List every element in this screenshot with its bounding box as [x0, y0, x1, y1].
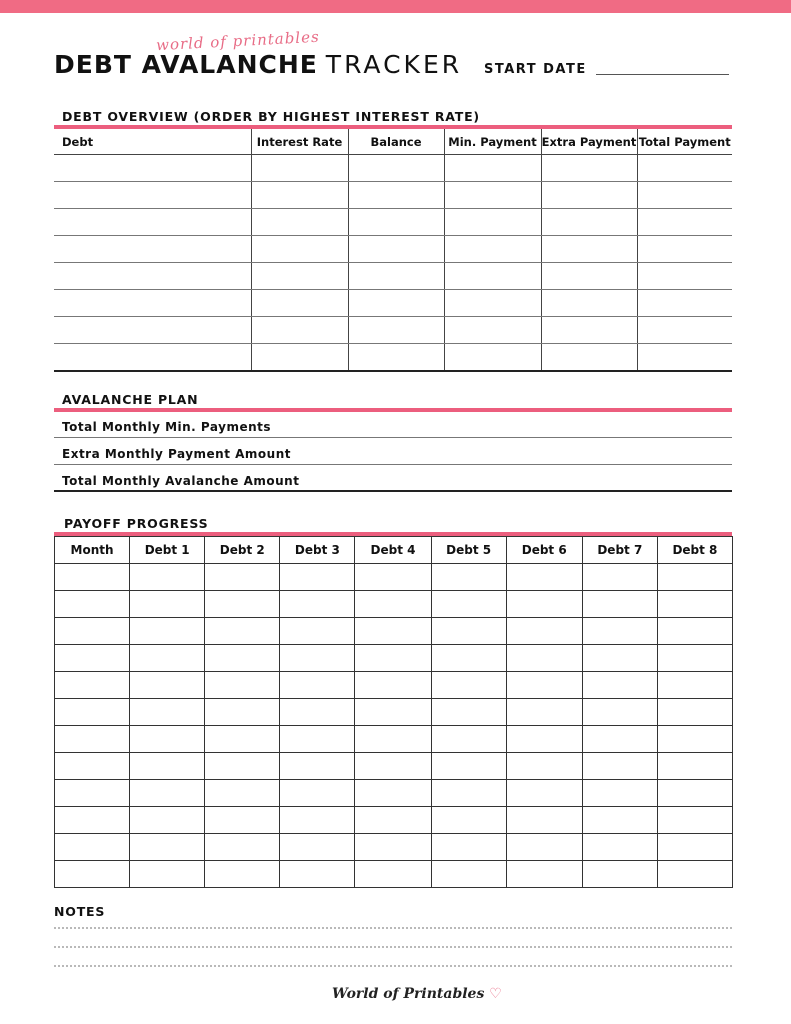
- overview-col-header: Min. Payment: [444, 129, 541, 155]
- payoff-cell[interactable]: [582, 861, 657, 888]
- payoff-cell[interactable]: [280, 726, 355, 753]
- payoff-cell[interactable]: [280, 591, 355, 618]
- overview-cell[interactable]: [348, 182, 444, 209]
- payoff-cell[interactable]: [657, 645, 732, 672]
- payoff-cell[interactable]: [205, 699, 280, 726]
- payoff-row: [55, 699, 733, 726]
- payoff-row: [55, 645, 733, 672]
- payoff-cell[interactable]: [280, 861, 355, 888]
- overview-cell[interactable]: [444, 209, 541, 236]
- overview-cell[interactable]: [251, 344, 348, 372]
- payoff-cell[interactable]: [355, 672, 431, 699]
- overview-cell[interactable]: [348, 263, 444, 290]
- payoff-cell[interactable]: [355, 807, 431, 834]
- payoff-cell[interactable]: [506, 564, 582, 591]
- start-date-label: START DATE: [484, 62, 587, 77]
- payoff-row: [55, 861, 733, 888]
- payoff-cell[interactable]: [355, 564, 431, 591]
- plan-title: AVALANCHE PLAN: [62, 392, 199, 407]
- overview-cell[interactable]: [637, 209, 732, 236]
- notes-title: NOTES: [54, 904, 106, 919]
- payoff-cell[interactable]: [55, 807, 130, 834]
- payoff-cell[interactable]: [506, 807, 582, 834]
- payoff-cell[interactable]: [431, 726, 506, 753]
- overview-cell[interactable]: [54, 344, 251, 372]
- overview-cell[interactable]: [444, 290, 541, 317]
- overview-cell[interactable]: [348, 344, 444, 372]
- payoff-cell[interactable]: [582, 807, 657, 834]
- plan-row-extra-payment[interactable]: Extra Monthly Payment Amount: [54, 439, 732, 465]
- payoff-cell[interactable]: [355, 618, 431, 645]
- overview-cell[interactable]: [251, 290, 348, 317]
- payoff-cell[interactable]: [657, 807, 732, 834]
- payoff-cell[interactable]: [205, 726, 280, 753]
- overview-cell[interactable]: [348, 209, 444, 236]
- overview-cell[interactable]: [251, 263, 348, 290]
- payoff-cell[interactable]: [506, 861, 582, 888]
- overview-title: DEBT OVERVIEW (ORDER BY HIGHEST INTEREST RATE): [62, 109, 480, 124]
- notes-line[interactable]: [54, 927, 732, 929]
- payoff-cell[interactable]: [506, 699, 582, 726]
- payoff-progress-table: [54, 536, 733, 888]
- payoff-cell[interactable]: [431, 780, 506, 807]
- payoff-cell[interactable]: [657, 834, 732, 861]
- payoff-row: [55, 591, 733, 618]
- overview-row: [54, 236, 732, 263]
- payoff-col-header: Debt 6: [506, 537, 582, 564]
- payoff-cell[interactable]: [582, 699, 657, 726]
- payoff-cell[interactable]: [55, 645, 130, 672]
- payoff-col-header: Month: [55, 537, 130, 564]
- payoff-cell[interactable]: [205, 564, 280, 591]
- payoff-cell[interactable]: [431, 672, 506, 699]
- overview-cell[interactable]: [251, 155, 348, 182]
- payoff-cell[interactable]: [431, 699, 506, 726]
- overview-cell[interactable]: [541, 290, 637, 317]
- payoff-col-header: Debt 7: [582, 537, 657, 564]
- overview-cell[interactable]: [444, 344, 541, 372]
- footer-brand-text: World of Printables: [332, 986, 485, 1002]
- overview-cell[interactable]: [348, 317, 444, 344]
- payoff-cell[interactable]: [582, 753, 657, 780]
- overview-cell[interactable]: [444, 182, 541, 209]
- payoff-cell[interactable]: [355, 861, 431, 888]
- payoff-cell[interactable]: [582, 726, 657, 753]
- payoff-cell[interactable]: [130, 699, 205, 726]
- overview-cell[interactable]: [444, 236, 541, 263]
- overview-cell[interactable]: [637, 344, 732, 372]
- payoff-cell[interactable]: [657, 861, 732, 888]
- overview-row: [54, 263, 732, 290]
- payoff-cell[interactable]: [55, 618, 130, 645]
- payoff-cell[interactable]: [506, 591, 582, 618]
- overview-cell[interactable]: [637, 182, 732, 209]
- payoff-cell[interactable]: [130, 807, 205, 834]
- payoff-cell[interactable]: [130, 726, 205, 753]
- brand-script-logo: world of printables: [155, 27, 321, 55]
- payoff-cell[interactable]: [55, 699, 130, 726]
- payoff-cell[interactable]: [280, 753, 355, 780]
- payoff-row: [55, 834, 733, 861]
- payoff-col-header: Debt 3: [280, 537, 355, 564]
- payoff-cell[interactable]: [657, 699, 732, 726]
- payoff-cell[interactable]: [431, 564, 506, 591]
- payoff-cell[interactable]: [130, 780, 205, 807]
- payoff-cell[interactable]: [657, 564, 732, 591]
- overview-cell[interactable]: [637, 263, 732, 290]
- payoff-cell[interactable]: [130, 861, 205, 888]
- payoff-cell[interactable]: [280, 672, 355, 699]
- payoff-cell[interactable]: [506, 726, 582, 753]
- payoff-cell[interactable]: [355, 780, 431, 807]
- payoff-title: PAYOFF PROGRESS: [64, 516, 209, 531]
- payoff-cell[interactable]: [130, 564, 205, 591]
- payoff-row: [55, 807, 733, 834]
- overview-cell[interactable]: [348, 155, 444, 182]
- payoff-cell[interactable]: [205, 591, 280, 618]
- payoff-cell[interactable]: [431, 834, 506, 861]
- overview-row: [54, 290, 732, 317]
- notes-line[interactable]: [54, 965, 732, 967]
- payoff-cell[interactable]: [431, 807, 506, 834]
- plan-row-min-payments[interactable]: Total Monthly Min. Payments: [54, 412, 732, 438]
- heart-icon: ♡: [489, 986, 502, 1002]
- payoff-cell[interactable]: [431, 753, 506, 780]
- overview-cell[interactable]: [637, 155, 732, 182]
- payoff-cell[interactable]: [582, 672, 657, 699]
- overview-cell[interactable]: [541, 317, 637, 344]
- payoff-cell[interactable]: [55, 861, 130, 888]
- payoff-cell[interactable]: [506, 780, 582, 807]
- overview-cell[interactable]: [54, 209, 251, 236]
- overview-cell[interactable]: [348, 290, 444, 317]
- overview-col-header: Balance: [348, 129, 444, 155]
- payoff-cell[interactable]: [355, 753, 431, 780]
- overview-row: [54, 182, 732, 209]
- payoff-cell[interactable]: [205, 672, 280, 699]
- overview-cell[interactable]: [541, 209, 637, 236]
- page-title: [54, 50, 462, 80]
- payoff-cell[interactable]: [582, 780, 657, 807]
- title-light: TRACKER: [325, 50, 463, 79]
- payoff-cell[interactable]: [582, 618, 657, 645]
- title-bold: DEBT AVALANCHE: [54, 50, 318, 79]
- start-date-field[interactable]: [596, 74, 729, 75]
- overview-row: [54, 155, 732, 182]
- payoff-cell[interactable]: [582, 645, 657, 672]
- payoff-cell[interactable]: [355, 645, 431, 672]
- payoff-cell[interactable]: [506, 672, 582, 699]
- payoff-cell[interactable]: [55, 591, 130, 618]
- overview-cell[interactable]: [541, 344, 637, 372]
- payoff-cell[interactable]: [431, 645, 506, 672]
- payoff-cell[interactable]: [205, 618, 280, 645]
- overview-cell[interactable]: [541, 182, 637, 209]
- payoff-cell[interactable]: [205, 861, 280, 888]
- overview-cell[interactable]: [54, 290, 251, 317]
- payoff-row: [55, 564, 733, 591]
- payoff-cell[interactable]: [130, 672, 205, 699]
- payoff-col-header: Debt 1: [130, 537, 205, 564]
- payoff-cell[interactable]: [280, 699, 355, 726]
- payoff-cell[interactable]: [506, 753, 582, 780]
- plan-row-avalanche-amount[interactable]: Total Monthly Avalanche Amount: [54, 466, 732, 492]
- overview-cell[interactable]: [54, 263, 251, 290]
- overview-cell[interactable]: [541, 155, 637, 182]
- payoff-cell[interactable]: [355, 726, 431, 753]
- overview-col-header: Debt: [54, 129, 251, 155]
- payoff-cell[interactable]: [280, 618, 355, 645]
- overview-cell[interactable]: [251, 209, 348, 236]
- payoff-cell[interactable]: [205, 834, 280, 861]
- payoff-cell[interactable]: [506, 645, 582, 672]
- payoff-cell[interactable]: [280, 780, 355, 807]
- overview-cell[interactable]: [637, 236, 732, 263]
- overview-cell[interactable]: [54, 317, 251, 344]
- overview-cell[interactable]: [251, 182, 348, 209]
- payoff-col-header: Debt 5: [431, 537, 506, 564]
- overview-row: [54, 209, 732, 236]
- payoff-cell[interactable]: [205, 807, 280, 834]
- overview-cell[interactable]: [541, 236, 637, 263]
- payoff-cell[interactable]: [431, 591, 506, 618]
- payoff-cell[interactable]: [657, 618, 732, 645]
- overview-cell[interactable]: [348, 236, 444, 263]
- payoff-cell[interactable]: [280, 564, 355, 591]
- payoff-cell[interactable]: [55, 834, 130, 861]
- payoff-cell[interactable]: [355, 699, 431, 726]
- payoff-cell[interactable]: [355, 591, 431, 618]
- payoff-col-header: Debt 4: [355, 537, 431, 564]
- overview-cell[interactable]: [54, 182, 251, 209]
- payoff-cell[interactable]: [205, 645, 280, 672]
- payoff-row: [55, 672, 733, 699]
- overview-col-header: Interest Rate: [251, 129, 348, 155]
- payoff-cell[interactable]: [130, 618, 205, 645]
- payoff-cell[interactable]: [130, 645, 205, 672]
- payoff-row: [55, 618, 733, 645]
- overview-cell[interactable]: [251, 317, 348, 344]
- overview-cell[interactable]: [444, 263, 541, 290]
- payoff-cell[interactable]: [431, 861, 506, 888]
- payoff-cell[interactable]: [657, 672, 732, 699]
- payoff-cell[interactable]: [205, 780, 280, 807]
- payoff-cell[interactable]: [506, 618, 582, 645]
- overview-cell[interactable]: [637, 290, 732, 317]
- payoff-cell[interactable]: [55, 780, 130, 807]
- overview-cell[interactable]: [637, 317, 732, 344]
- payoff-cell[interactable]: [355, 834, 431, 861]
- overview-cell[interactable]: [251, 236, 348, 263]
- top-accent-bar: [0, 0, 791, 13]
- payoff-cell[interactable]: [130, 591, 205, 618]
- payoff-row: [55, 726, 733, 753]
- overview-col-header: Total Payment: [637, 129, 732, 155]
- payoff-cell[interactable]: [55, 726, 130, 753]
- payoff-cell[interactable]: [55, 564, 130, 591]
- payoff-cell[interactable]: [657, 753, 732, 780]
- payoff-col-header: Debt 2: [205, 537, 280, 564]
- overview-cell[interactable]: [444, 155, 541, 182]
- payoff-cell[interactable]: [657, 591, 732, 618]
- payoff-cell[interactable]: [582, 591, 657, 618]
- payoff-cell[interactable]: [280, 645, 355, 672]
- payoff-cell[interactable]: [205, 753, 280, 780]
- payoff-cell[interactable]: [55, 753, 130, 780]
- payoff-row: [55, 753, 733, 780]
- payoff-cell[interactable]: [506, 834, 582, 861]
- payoff-cell[interactable]: [657, 780, 732, 807]
- payoff-col-header: Debt 8: [657, 537, 732, 564]
- overview-cell[interactable]: [54, 155, 251, 182]
- payoff-row: [55, 780, 733, 807]
- overview-cell[interactable]: [541, 263, 637, 290]
- payoff-cell[interactable]: [130, 834, 205, 861]
- notes-line[interactable]: [54, 946, 732, 948]
- overview-col-header: Extra Payment: [541, 129, 637, 155]
- payoff-cell[interactable]: [582, 564, 657, 591]
- payoff-cell[interactable]: [582, 834, 657, 861]
- debt-overview-table: [54, 129, 732, 372]
- overview-cell[interactable]: [444, 317, 541, 344]
- payoff-cell[interactable]: [657, 726, 732, 753]
- payoff-cell[interactable]: [55, 672, 130, 699]
- payoff-cell[interactable]: [431, 618, 506, 645]
- overview-row: [54, 317, 732, 344]
- overview-row: [54, 344, 732, 372]
- overview-cell[interactable]: [54, 236, 251, 263]
- payoff-cell[interactable]: [280, 807, 355, 834]
- payoff-cell[interactable]: [280, 834, 355, 861]
- footer-brand: [332, 986, 502, 1002]
- payoff-cell[interactable]: [130, 753, 205, 780]
